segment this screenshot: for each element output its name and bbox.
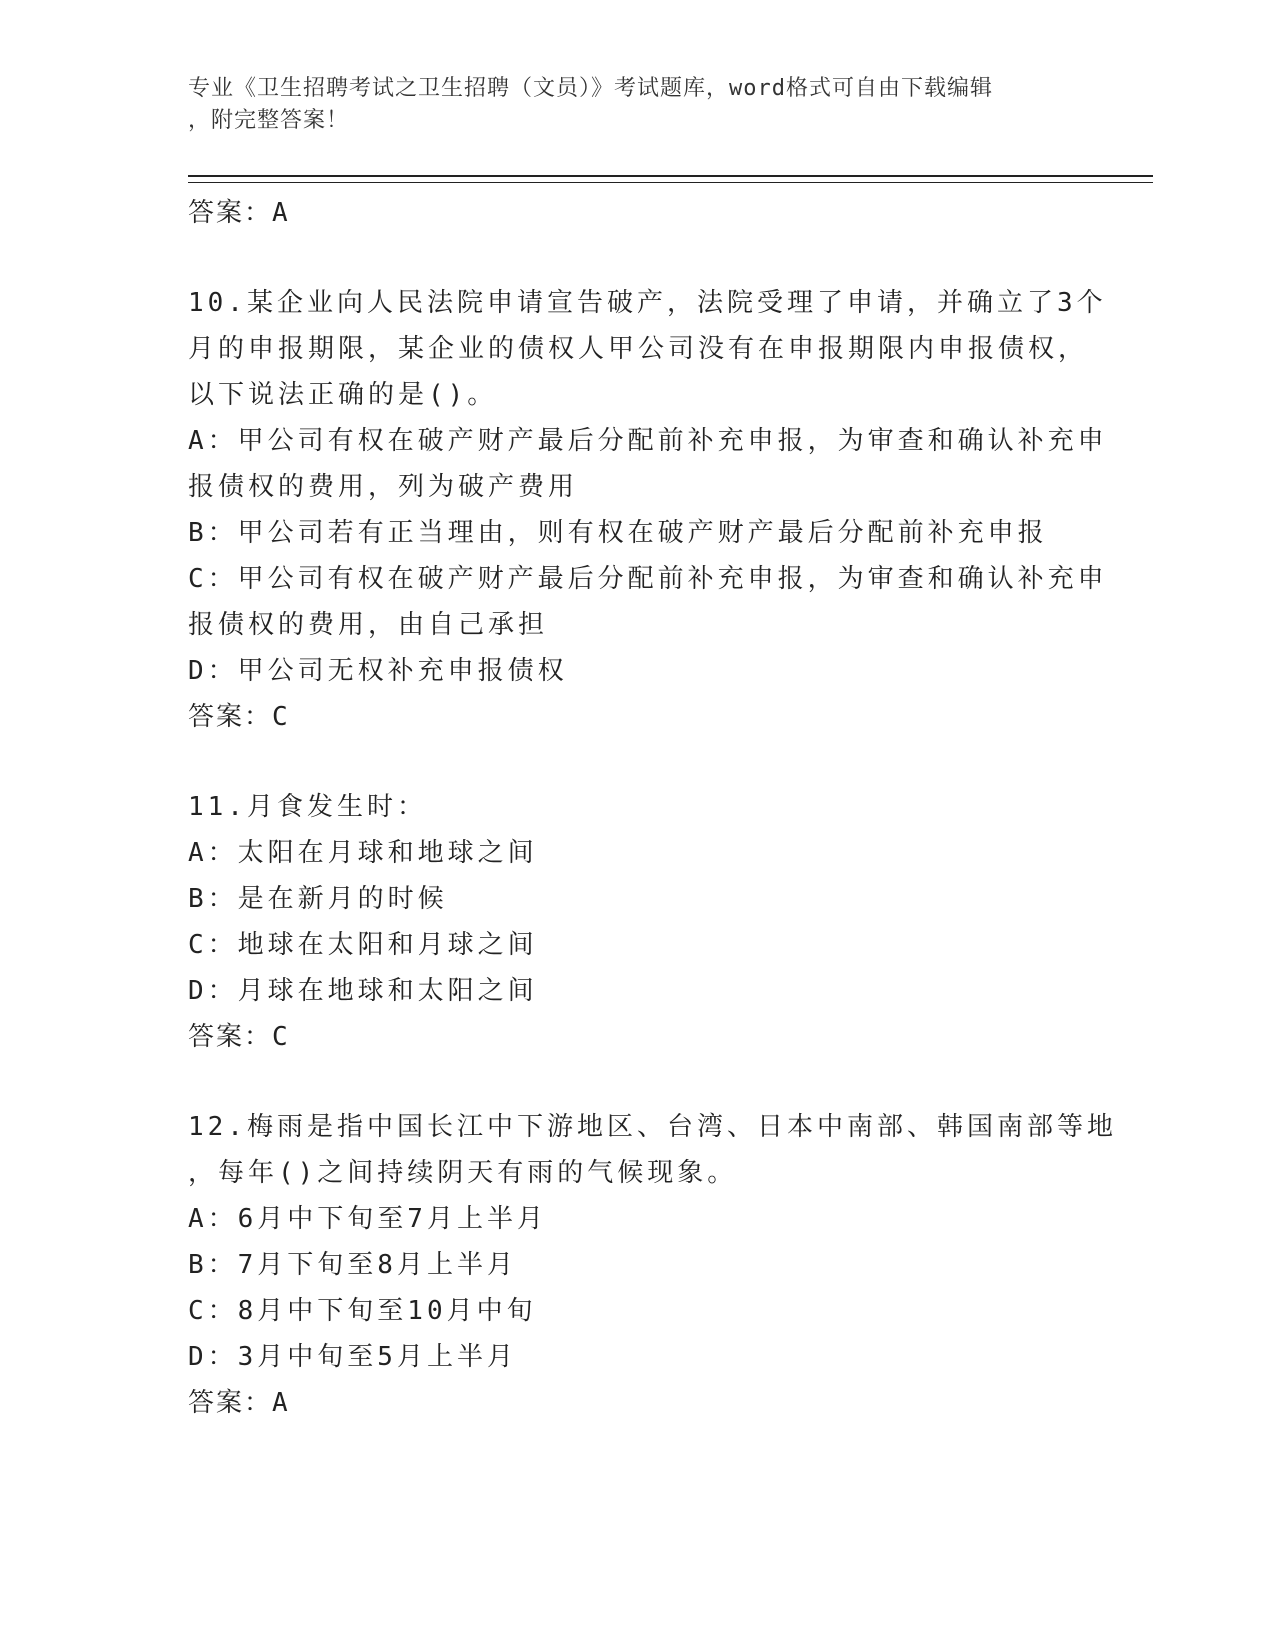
option-d: D：月球在地球和太阳之间 <box>188 976 538 1006</box>
question-10 <box>188 280 1108 740</box>
document-body <box>188 190 1117 1426</box>
answer-previous: 答案：A <box>188 198 290 228</box>
document-header <box>188 73 1068 137</box>
question-text: 以下说法正确的是()。 <box>188 380 498 410</box>
option-a: A：甲公司有权在破产财产最后分配前补充申报，为审查和确认补充申 <box>188 426 1108 456</box>
header-line-2: ，附完整答案！ <box>188 108 350 133</box>
question-text: 12.梅雨是指中国长江中下游地区、台湾、日本中南部、韩国南部等地 <box>188 1112 1117 1142</box>
header-line-1: 专业《卫生招聘考试之卫生招聘（文员）》考试题库，word格式可自由下载编辑 <box>188 76 993 101</box>
question-12 <box>188 1104 1117 1426</box>
option-b: B：甲公司若有正当理由，则有权在破产财产最后分配前补充申报 <box>188 518 1048 548</box>
answer: 答案：C <box>188 1022 290 1052</box>
answer: 答案：C <box>188 702 290 732</box>
spacer <box>188 740 1088 784</box>
option-d: D：甲公司无权补充申报债权 <box>188 656 568 686</box>
option-c-continued: 报债权的费用，由自己承担 <box>188 610 549 640</box>
question-text: 月的申报期限，某企业的债权人甲公司没有在申报期限内申报债权， <box>188 334 1089 364</box>
header-rule-thick <box>188 175 1153 177</box>
option-b: B：7月下旬至8月上半月 <box>188 1250 517 1280</box>
option-a-continued: 报债权的费用，列为破产费用 <box>188 472 579 502</box>
question-text: 10.某企业向人民法院申请宣告破产，法院受理了申请，并确立了3个 <box>188 288 1107 318</box>
option-d: D：3月中旬至5月上半月 <box>188 1342 517 1372</box>
answer: 答案：A <box>188 1388 290 1418</box>
option-a: A：6月中下旬至7月上半月 <box>188 1204 547 1234</box>
header-rule-thin <box>188 182 1153 183</box>
spacer <box>188 1060 1088 1104</box>
option-a: A：太阳在月球和地球之间 <box>188 838 538 868</box>
option-c: C：地球在太阳和月球之间 <box>188 930 538 960</box>
question-text: ，每年()之间持续阴天有雨的气候现象。 <box>188 1158 738 1188</box>
question-text: 11.月食发生时： <box>188 792 427 822</box>
option-c: C：甲公司有权在破产财产最后分配前补充申报，为审查和确认补充申 <box>188 564 1108 594</box>
question-11 <box>188 784 1088 1060</box>
option-b: B：是在新月的时候 <box>188 884 448 914</box>
option-c: C：8月中下旬至10月中旬 <box>188 1296 537 1326</box>
spacer <box>188 236 1088 280</box>
